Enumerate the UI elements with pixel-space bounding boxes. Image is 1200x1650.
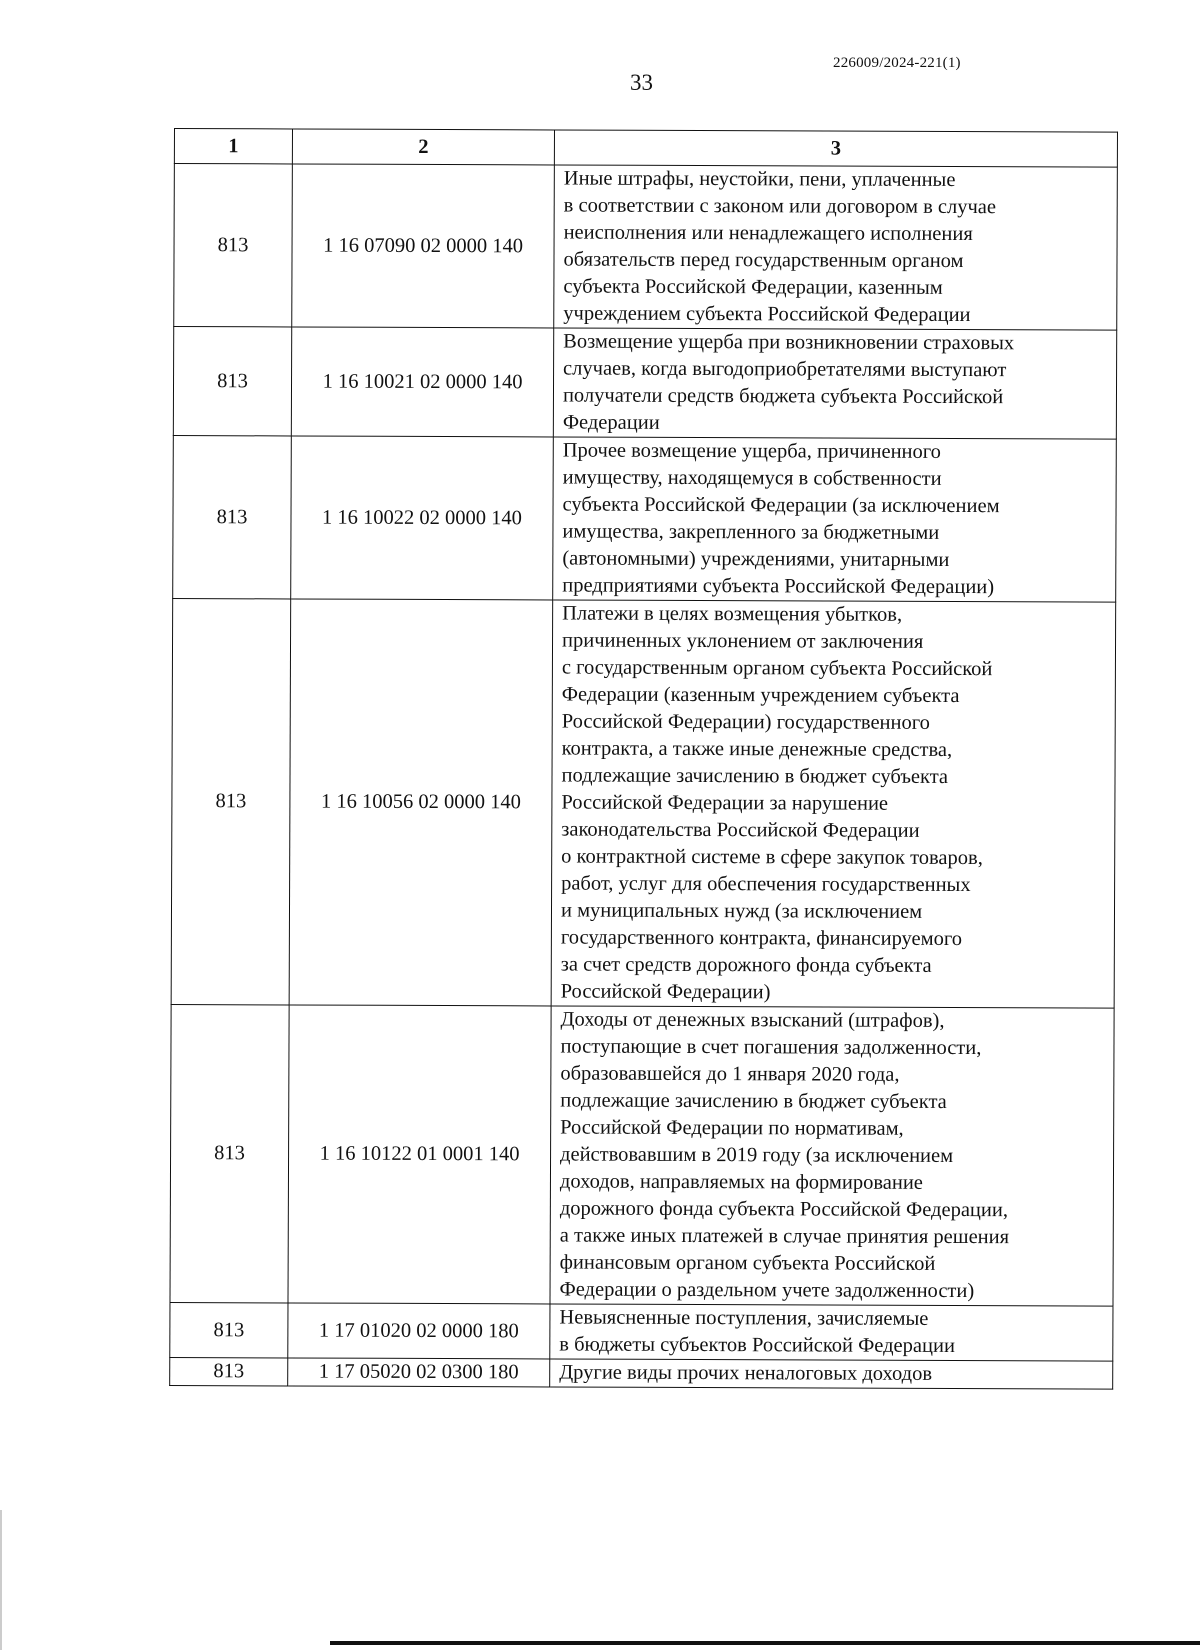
budget-classification-code-cell: 1 16 10056 02 0000 140 (289, 599, 553, 1006)
revenue-name-line: поступающие в счет погашения задолженности, (560, 1035, 982, 1060)
page-number: 33 (630, 70, 653, 95)
revenue-name-line: Российской Федерации) (560, 980, 771, 1004)
revenue-name-line: учреждением субъекта Российской Федерации (563, 302, 971, 327)
revenue-codes-table (169, 128, 1118, 1390)
revenue-name-line: Доходы от денежных взысканий (штрафов), (560, 1008, 945, 1032)
revenue-name-cell (553, 328, 1116, 439)
administrator-code-cell: 813 (170, 1302, 288, 1357)
budget-classification-code-cell: 1 16 10122 01 0001 140 (288, 1005, 551, 1304)
revenue-name-line: Другие виды прочих неналоговых доходов (559, 1361, 933, 1385)
revenue-name-line: имуществу, находящемуся в собственности (562, 466, 942, 490)
revenue-name-line: образовавшейся до 1 января 2020 года, (560, 1062, 900, 1086)
scan-bottom-rule (330, 1641, 1200, 1645)
administrator-code-cell: 813 (171, 598, 291, 1004)
header-column-1: 1 (174, 129, 292, 164)
revenue-name-line: доходов, направляемых на формирование (559, 1170, 923, 1194)
header-column-3: 3 (554, 130, 1117, 167)
revenue-name-line: обязательств перед государственным органом (563, 248, 964, 273)
table-row (170, 1004, 1114, 1306)
table-row (173, 435, 1117, 602)
header-column-2: 2 (292, 129, 554, 165)
revenue-name-line: действовавшим в 2019 году (за исключением (560, 1143, 954, 1167)
revenue-name-line: работ, услуг для обеспечения государственных (561, 872, 971, 897)
budget-classification-code-cell: 1 17 05020 02 0300 180 (288, 1358, 550, 1387)
revenue-name-cell (551, 600, 1116, 1008)
administrator-code-cell: 813 (173, 435, 292, 598)
revenue-name-line: получатели средств бюджета субъекта Российской (562, 384, 1004, 409)
revenue-name-line: за счет средств дорожного фонда субъекта (560, 953, 932, 977)
revenue-name-line: дорожного фонда субъекта Российской Федерации, (559, 1197, 1009, 1222)
revenue-name-line: случаев, когда выгодоприобретателями выступают (563, 357, 1007, 382)
budget-classification-code-cell: 1 16 10021 02 0000 140 (291, 327, 553, 437)
budget-classification-code-cell: 1 16 10022 02 0000 140 (291, 436, 554, 600)
revenue-name-cell (554, 165, 1118, 330)
administrator-code-cell: 813 (170, 1004, 289, 1302)
revenue-name-line: о контрактной системе в сфере закупок товаров, (561, 845, 983, 870)
revenue-name-line: неисполнения или ненадлежащего исполнения (563, 221, 973, 246)
revenue-name-line: законодательства Российской Федерации (561, 818, 920, 842)
budget-classification-code-cell: 1 16 07090 02 0000 140 (292, 164, 555, 328)
revenue-name-line: и муниципальных нужд (за исключением (560, 899, 923, 923)
table-row (170, 1357, 1113, 1389)
administrator-code-cell: 813 (170, 1357, 288, 1385)
revenue-name-line: субъекта Российской Федерации, казенным (563, 275, 943, 299)
document-registration-number: 226009/2024-221(1) (833, 55, 961, 71)
revenue-name-line: подлежащие зачислению в бюджет субъекта (561, 764, 949, 788)
revenue-name-cell (550, 1006, 1114, 1306)
revenue-name-line: Федерации (562, 411, 660, 434)
revenue-name-line: контракта, а также иные денежные средства, (561, 737, 953, 761)
revenue-name-line: подлежащие зачислению в бюджет субъекта (560, 1089, 947, 1113)
scan-left-edge (0, 1510, 2, 1650)
revenue-name-line: Прочее возмещение ущерба, причиненного (562, 439, 941, 463)
table-header-row (174, 129, 1117, 168)
revenue-name-line: имущества, закрепленного за бюджетными (562, 520, 940, 544)
revenue-name-cell (550, 1359, 1113, 1389)
table-row (170, 1302, 1113, 1361)
revenue-name-line: Возмещение ущерба при возникновении страховых (563, 330, 1015, 355)
revenue-name-line: предприятиями субъекта Российской Федерации) (562, 574, 995, 599)
revenue-name-line: (автономными) учреждениями, унитарными (562, 547, 950, 571)
revenue-name-line: а также иных платежей в случае принятия решения (559, 1224, 1010, 1249)
table-row (171, 598, 1116, 1008)
revenue-name-line: в соответствии с законом или договором в случае (563, 194, 997, 219)
revenue-name-line: Платежи в целях возмещения убытков, (562, 602, 903, 626)
table-row (174, 164, 1118, 331)
revenue-name-line: Иные штрафы, неустойки, пени, уплаченные (563, 167, 956, 192)
revenue-name-line: с государственным органом субъекта Российской (561, 656, 993, 681)
revenue-name-cell (550, 1304, 1113, 1361)
revenue-name-line: финансовым органом субъекта Российской (559, 1251, 936, 1275)
revenue-name-line: Российской Федерации за нарушение (561, 791, 889, 815)
budget-classification-code-cell: 1 17 01020 02 0000 180 (288, 1303, 550, 1359)
revenue-name-line: в бюджеты субъектов Российской Федерации (559, 1333, 955, 1358)
revenue-name-line: Невыясненные поступления, зачисляемые (559, 1306, 929, 1330)
revenue-name-line: Российской Федерации по нормативам, (560, 1116, 904, 1140)
revenue-name-line: государственного контракта, финансируемого (560, 926, 963, 951)
revenue-name-cell (553, 437, 1117, 602)
revenue-name-line: Федерации (казенным учреждением субъекта (561, 683, 960, 708)
revenue-name-line: причиненных уклонением от заключения (561, 629, 924, 653)
administrator-code-cell: 813 (174, 164, 293, 327)
revenue-name-line: Федерации о раздельном учете задолженности) (559, 1278, 975, 1303)
revenue-name-line: субъекта Российской Федерации (за исключением (562, 493, 1000, 518)
administrator-code-cell: 813 (173, 327, 291, 436)
table-row (173, 327, 1116, 440)
revenue-name-line: Российской Федерации) государственного (561, 710, 930, 734)
